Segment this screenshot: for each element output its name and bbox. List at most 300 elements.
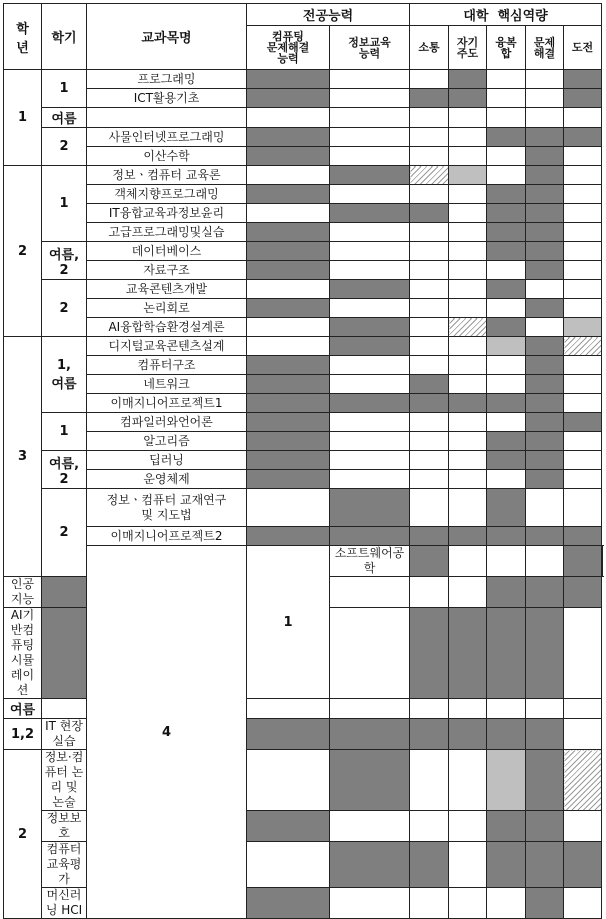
course-name-cell xyxy=(87,527,247,546)
competency-cell-1 xyxy=(247,261,330,280)
competency-cell-6 xyxy=(526,204,564,223)
competency-cell-6 xyxy=(526,337,564,356)
competency-cell-2 xyxy=(330,527,410,546)
course-name-cell xyxy=(330,546,410,577)
semester-label: 1 xyxy=(283,615,292,630)
competency-cell-6 xyxy=(526,719,564,750)
course-name: AI융합학습환경설계론 xyxy=(108,320,224,334)
competency-cell-6 xyxy=(526,608,564,699)
semester-cell xyxy=(247,546,330,699)
table-row xyxy=(4,375,603,394)
semester-label: 2 xyxy=(18,827,27,842)
competency-cell-4 xyxy=(449,89,487,108)
competency-cell-7 xyxy=(564,280,602,299)
semester-label: 2 xyxy=(59,301,68,316)
competency-cell-4 xyxy=(449,128,487,147)
competency-cell-3 xyxy=(410,356,449,375)
competency-cell-5 xyxy=(487,128,526,147)
competency-cell-6 xyxy=(526,489,564,527)
semester-cell xyxy=(42,451,87,489)
competency-cell-3 xyxy=(410,577,449,608)
competency-cell-7 xyxy=(564,166,602,185)
course-name-cell xyxy=(87,185,247,204)
course-name-cell xyxy=(4,577,42,608)
competency-cell-4 xyxy=(526,546,564,577)
competency-cell-5 xyxy=(487,318,526,337)
header-core-col-2-label: 자기 주도 xyxy=(457,36,478,60)
competency-cell-4 xyxy=(449,375,487,394)
table-row xyxy=(4,128,603,147)
competency-cell-1 xyxy=(247,432,330,451)
semester-label: 2 xyxy=(59,525,68,540)
competency-cell-7 xyxy=(564,489,602,527)
competency-cell-2 xyxy=(330,375,410,394)
competency-cell-7 xyxy=(564,318,602,337)
header-core-col-1 xyxy=(410,26,449,70)
competency-cell-6 xyxy=(526,451,564,470)
competency-cell-6 xyxy=(526,318,564,337)
competency-cell-5 xyxy=(487,394,526,413)
competency-cell-3 xyxy=(410,608,449,699)
table-row xyxy=(4,89,603,108)
course-name-cell xyxy=(87,432,247,451)
year-cell xyxy=(4,166,42,337)
competency-cell-5 xyxy=(487,375,526,394)
semester-cell xyxy=(42,337,87,413)
competency-cell-3 xyxy=(410,299,449,318)
table-row xyxy=(4,527,603,546)
competency-cell-6 xyxy=(526,280,564,299)
competency-cell-4 xyxy=(449,261,487,280)
competency-cell-5 xyxy=(487,413,526,432)
course-name: 정보ㆍ컴퓨터 교재연구 및 지도법 xyxy=(107,493,227,522)
table-row xyxy=(4,413,603,432)
semester-cell xyxy=(42,489,87,577)
curriculum-competency-table xyxy=(3,3,603,919)
competency-cell-7 xyxy=(564,128,602,147)
course-name: 네트워크 xyxy=(143,377,189,391)
competency-cell-5 xyxy=(487,204,526,223)
competency-cell-7 xyxy=(564,337,602,356)
competency-cell-1 xyxy=(247,413,330,432)
competency-cell-4 xyxy=(449,166,487,185)
competency-cell-3 xyxy=(410,70,449,89)
course-name: 교육콘텐츠개발 xyxy=(126,282,207,296)
course-name-cell xyxy=(42,750,87,811)
competency-cell-1 xyxy=(247,527,330,546)
course-name-cell xyxy=(87,242,247,261)
competency-cell-5 xyxy=(487,166,526,185)
course-name-cell xyxy=(87,280,247,299)
competency-cell-6 xyxy=(526,70,564,89)
competency-cell-1 xyxy=(247,337,330,356)
competency-cell-2 xyxy=(330,147,410,166)
course-name: 인공지능 xyxy=(11,577,34,606)
competency-cell-3 xyxy=(410,318,449,337)
competency-cell-6 xyxy=(526,699,564,719)
competency-cell-3 xyxy=(410,242,449,261)
header-core-col-3-label: 융복 합 xyxy=(495,36,516,60)
competency-cell-7 xyxy=(564,699,602,719)
semester-label: 여름 xyxy=(10,703,35,718)
table-row xyxy=(4,108,603,128)
competency-cell-6 xyxy=(526,128,564,147)
competency-cell-7 xyxy=(564,719,602,750)
competency-cell-4 xyxy=(449,470,487,489)
competency-cell-2 xyxy=(330,223,410,242)
competency-cell-2 xyxy=(330,394,410,413)
header-core-col-5-label: 도전 xyxy=(572,41,593,54)
competency-cell-2 xyxy=(330,204,410,223)
header-course-label: 교과목명 xyxy=(141,31,191,46)
competency-cell-4 xyxy=(449,608,487,699)
competency-cell-7 xyxy=(564,888,602,919)
semester-cell xyxy=(42,166,87,242)
course-name-cell xyxy=(42,719,87,750)
competency-cell-1 xyxy=(247,356,330,375)
semester-label: 1 xyxy=(59,196,68,211)
table-row xyxy=(4,546,603,577)
competency-cell-7 xyxy=(564,811,602,842)
competency-cell-6 xyxy=(526,108,564,128)
competency-cell-3 xyxy=(410,128,449,147)
competency-cell-6 xyxy=(526,527,564,546)
course-name: 컴퓨터교육평가 xyxy=(47,842,82,886)
competency-cell-7 xyxy=(564,261,602,280)
course-name-cell xyxy=(87,89,247,108)
competency-cell-4 xyxy=(449,280,487,299)
competency-cell-6 xyxy=(526,242,564,261)
table-row xyxy=(4,432,603,451)
competency-cell-2 xyxy=(330,318,410,337)
course-name-cell xyxy=(87,166,247,185)
competency-cell-4 xyxy=(449,223,487,242)
course-name-cell xyxy=(42,888,87,919)
competency-cell-5 xyxy=(487,432,526,451)
competency-cell-2 xyxy=(330,166,410,185)
table-row xyxy=(4,204,603,223)
header-course xyxy=(87,4,247,70)
competency-cell-7 xyxy=(564,394,602,413)
competency-cell-7 xyxy=(564,527,602,546)
header-core-group xyxy=(410,4,602,26)
competency-cell-2 xyxy=(330,89,410,108)
competency-cell-7 xyxy=(564,577,602,608)
course-name-cell xyxy=(87,394,247,413)
competency-cell-2 xyxy=(330,356,410,375)
header-core-group-label: 대학 핵심역량 xyxy=(463,9,547,24)
table-row xyxy=(4,489,603,527)
competency-cell-3 xyxy=(410,413,449,432)
table-row xyxy=(4,185,603,204)
course-name-cell xyxy=(4,608,42,699)
competency-cell-3 xyxy=(410,489,449,527)
competency-cell-5 xyxy=(487,699,526,719)
competency-cell-1 xyxy=(247,299,330,318)
competency-cell-4 xyxy=(449,108,487,128)
competency-cell-1 xyxy=(247,719,330,750)
semester-label: 1, 여름 xyxy=(51,358,76,392)
header-core-col-2 xyxy=(449,26,487,70)
competency-cell-5 xyxy=(487,280,526,299)
header-major-group xyxy=(247,4,410,26)
competency-cell-6 xyxy=(526,811,564,842)
competency-cell-7 xyxy=(564,413,602,432)
competency-cell-6 xyxy=(526,185,564,204)
table-row xyxy=(4,223,603,242)
competency-cell-3 xyxy=(410,108,449,128)
header-year xyxy=(4,4,42,70)
competency-cell-5 xyxy=(487,451,526,470)
competency-cell-5 xyxy=(487,811,526,842)
competency-cell-2 xyxy=(330,719,410,750)
course-name: 딥러닝 xyxy=(149,453,184,467)
competency-cell-5 xyxy=(487,470,526,489)
competency-cell-5 xyxy=(487,242,526,261)
course-name: 정보보호 xyxy=(47,811,82,840)
competency-cell-1 xyxy=(42,608,87,699)
course-name-cell xyxy=(87,108,247,128)
competency-cell-4 xyxy=(449,147,487,166)
semester-cell xyxy=(42,242,87,280)
course-name-cell xyxy=(87,204,247,223)
competency-cell-4 xyxy=(449,337,487,356)
course-name-cell xyxy=(42,842,87,888)
year-label: 2 xyxy=(18,244,27,259)
competency-cell-3 xyxy=(410,432,449,451)
competency-cell-5 xyxy=(487,223,526,242)
competency-cell-2 xyxy=(330,451,410,470)
competency-cell-7 xyxy=(564,470,602,489)
table-row xyxy=(4,318,603,337)
competency-cell-1 xyxy=(247,223,330,242)
competency-cell-6 xyxy=(526,89,564,108)
competency-cell-1 xyxy=(247,166,330,185)
header-core-col-5 xyxy=(564,26,602,70)
header-core-col-1-label: 소통 xyxy=(418,41,439,54)
competency-cell-1 xyxy=(247,750,330,811)
course-name: 디지털교육콘텐츠설계 xyxy=(109,339,225,353)
competency-cell-4 xyxy=(449,719,487,750)
competency-cell-2 xyxy=(330,70,410,89)
table-row xyxy=(4,470,603,489)
competency-cell-1 xyxy=(247,89,330,108)
competency-cell-1 xyxy=(247,470,330,489)
course-name-cell xyxy=(87,375,247,394)
competency-cell-1 xyxy=(247,842,330,888)
competency-cell-4 xyxy=(449,185,487,204)
course-name-cell xyxy=(87,489,247,527)
semester-cell xyxy=(42,280,87,337)
header-semester-label: 학기 xyxy=(51,31,76,46)
competency-cell-4 xyxy=(449,242,487,261)
course-name: IT융합교육과정보윤리 xyxy=(109,206,224,220)
competency-cell-4 xyxy=(449,413,487,432)
course-name-cell xyxy=(87,413,247,432)
header-semester xyxy=(42,4,87,70)
course-name-cell xyxy=(87,337,247,356)
competency-cell-2 xyxy=(330,280,410,299)
competency-cell-7 xyxy=(564,375,602,394)
competency-cell-1 xyxy=(247,280,330,299)
course-name: 컴퓨터구조 xyxy=(138,358,196,372)
course-name: 운영체제 xyxy=(143,472,189,486)
semester-label: 여름, 2 xyxy=(49,457,79,487)
competency-cell-1 xyxy=(247,185,330,204)
table-row xyxy=(4,337,603,356)
semester-cell xyxy=(4,699,42,719)
competency-cell-2 xyxy=(330,699,410,719)
competency-cell-3 xyxy=(410,261,449,280)
course-name-cell xyxy=(87,451,247,470)
competency-cell-1 xyxy=(247,375,330,394)
competency-cell-7 xyxy=(564,223,602,242)
table-row xyxy=(4,242,603,261)
course-name-cell xyxy=(87,299,247,318)
competency-cell-2 xyxy=(330,299,410,318)
semester-cell xyxy=(42,70,87,108)
competency-cell-2 xyxy=(330,489,410,527)
competency-cell-4 xyxy=(449,489,487,527)
semester-label: 여름, 2 xyxy=(49,248,79,278)
header-core-col-4-label: 문제 해결 xyxy=(534,36,555,60)
competency-cell-3 xyxy=(410,719,449,750)
course-name: 이매지니어프로젝트1 xyxy=(111,396,223,410)
competency-cell-4 xyxy=(449,394,487,413)
competency-cell-2 xyxy=(449,546,487,577)
competency-cell-3 xyxy=(410,394,449,413)
course-name: 알고리즘 xyxy=(143,434,189,448)
year-cell xyxy=(4,70,42,166)
competency-cell-1 xyxy=(247,489,330,527)
course-name: 정보·컴퓨터 논리 및 논술 xyxy=(45,750,84,809)
competency-cell-7 xyxy=(564,108,602,128)
competency-cell-7 xyxy=(564,842,602,888)
year-label: 3 xyxy=(18,449,27,464)
competency-cell-5 xyxy=(487,356,526,375)
competency-cell-6 xyxy=(526,166,564,185)
course-name: 머신러닝 HCI xyxy=(46,888,82,917)
header-major-group-label: 전공능력 xyxy=(303,9,353,24)
competency-cell-4 xyxy=(449,432,487,451)
course-name: 정보ㆍ컴퓨터 교육론 xyxy=(112,168,220,182)
competency-cell-6 xyxy=(526,394,564,413)
competency-cell-1 xyxy=(247,318,330,337)
course-name-cell xyxy=(87,261,247,280)
competency-cell-1 xyxy=(247,128,330,147)
competency-cell-1 xyxy=(247,811,330,842)
competency-cell-4 xyxy=(449,577,487,608)
competency-cell-5 xyxy=(487,89,526,108)
competency-cell-3 xyxy=(410,337,449,356)
competency-cell-4 xyxy=(449,318,487,337)
competency-cell-2 xyxy=(330,185,410,204)
competency-cell-7 xyxy=(564,608,602,699)
competency-cell-5 xyxy=(487,147,526,166)
year-cell xyxy=(87,546,247,919)
course-name-cell xyxy=(87,356,247,375)
course-name: ICT활용기초 xyxy=(134,91,200,105)
competency-cell-3 xyxy=(410,750,449,811)
competency-cell-1 xyxy=(247,394,330,413)
competency-cell-6 xyxy=(526,577,564,608)
course-name: 자료구조 xyxy=(143,263,189,277)
course-name-cell xyxy=(87,128,247,147)
course-name-cell xyxy=(87,318,247,337)
competency-cell-1 xyxy=(410,546,449,577)
competency-cell-7 xyxy=(564,185,602,204)
table-row xyxy=(4,261,603,280)
table-row xyxy=(4,299,603,318)
table-row xyxy=(4,147,603,166)
year-label: 4 xyxy=(162,725,171,740)
semester-label: 2 xyxy=(59,139,68,154)
competency-cell-4 xyxy=(449,451,487,470)
competency-cell-3 xyxy=(410,470,449,489)
course-name: 객체지향프로그래밍 xyxy=(114,187,218,201)
competency-cell-7 xyxy=(564,70,602,89)
competency-cell-3 xyxy=(410,89,449,108)
header-year-label: 학 년 xyxy=(16,22,29,56)
competency-cell-7 xyxy=(564,89,602,108)
course-name: 이산수학 xyxy=(143,149,189,163)
competency-cell-5 xyxy=(487,888,526,919)
competency-cell-2 xyxy=(330,577,410,608)
header-major-col-2 xyxy=(330,26,410,70)
table-row xyxy=(4,394,603,413)
competency-cell-4 xyxy=(449,842,487,888)
course-name: AI기반컴퓨팅시뮬레이션 xyxy=(11,608,34,697)
course-name: 프로그래밍 xyxy=(138,72,196,86)
course-name: IT 현장실습 xyxy=(45,719,83,748)
competency-cell-2 xyxy=(330,128,410,147)
competency-cell-7 xyxy=(564,451,602,470)
competency-cell-5 xyxy=(487,489,526,527)
header-major-col-1 xyxy=(247,26,330,70)
table-row xyxy=(4,280,603,299)
competency-cell-1 xyxy=(42,577,87,608)
competency-cell-3 xyxy=(410,166,449,185)
competency-cell-6 xyxy=(526,842,564,888)
competency-cell-6 xyxy=(526,375,564,394)
semester-cell xyxy=(42,413,87,451)
table-row xyxy=(4,451,603,470)
competency-cell-7 xyxy=(564,432,602,451)
competency-cell-4 xyxy=(449,888,487,919)
competency-cell-5 xyxy=(487,750,526,811)
competency-cell-5 xyxy=(564,546,602,577)
course-name: 논리회로 xyxy=(143,301,189,315)
header-major-col-1-label: 컴퓨팅 문제해결 능력 xyxy=(267,30,310,65)
competency-cell-7 xyxy=(564,204,602,223)
competency-cell-3 xyxy=(410,147,449,166)
semester-cell xyxy=(4,719,42,750)
competency-cell-3 xyxy=(410,811,449,842)
competency-cell-2 xyxy=(330,470,410,489)
course-name-cell xyxy=(87,70,247,89)
course-name-cell xyxy=(87,147,247,166)
competency-cell-5 xyxy=(487,337,526,356)
competency-cell-2 xyxy=(330,108,410,128)
competency-cell-2 xyxy=(330,608,410,699)
competency-cell-6 xyxy=(526,299,564,318)
competency-cell-5 xyxy=(487,608,526,699)
competency-cell-3 xyxy=(410,185,449,204)
competency-cell-4 xyxy=(449,527,487,546)
competency-cell-2 xyxy=(330,888,410,919)
competency-cell-7 xyxy=(564,147,602,166)
competency-cell-6 xyxy=(526,223,564,242)
